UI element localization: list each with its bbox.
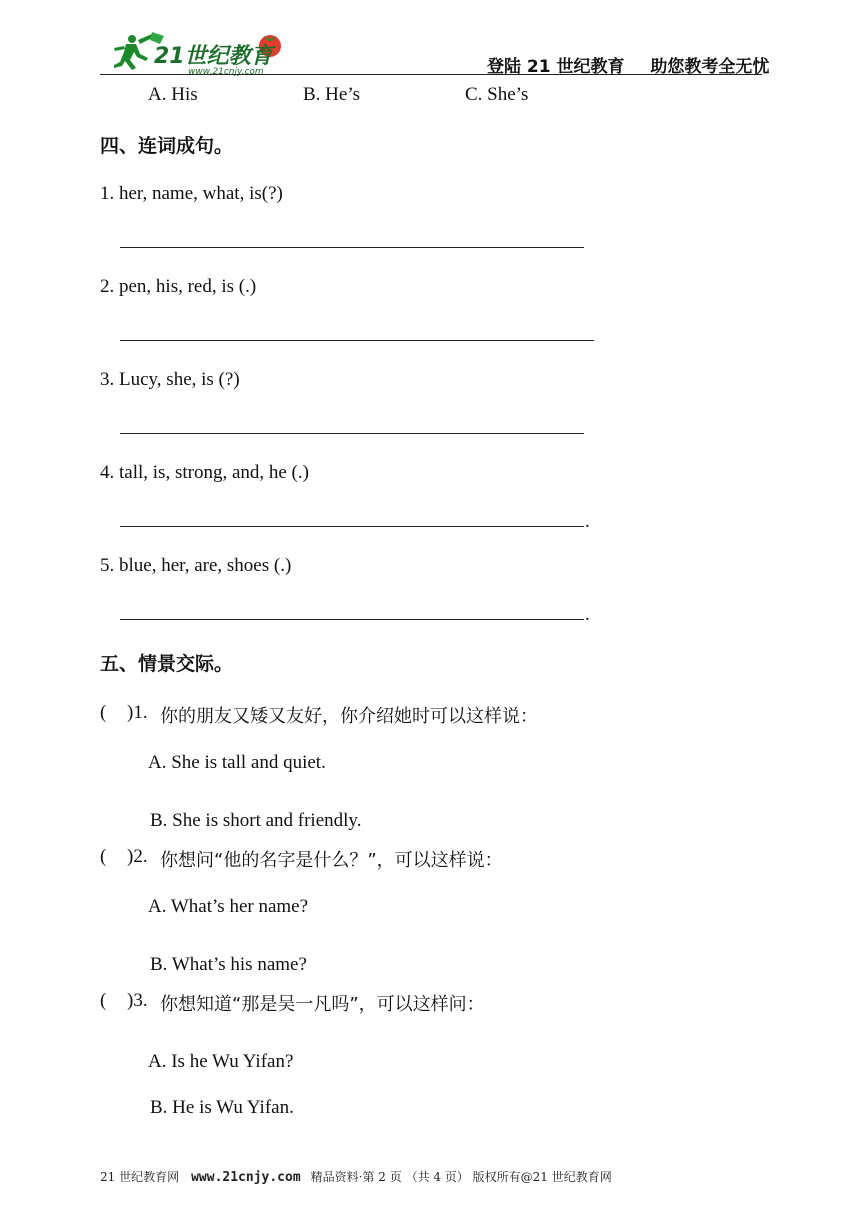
logo-url: www.21cnjy.com xyxy=(188,67,264,76)
s5-q1-paren[interactable]: ( xyxy=(100,702,107,723)
s5-q2-paren[interactable]: ( xyxy=(100,846,107,867)
slogan-right: 助您教考全无忧 xyxy=(650,57,770,77)
page-footer xyxy=(100,1168,612,1185)
s5-q3-option-b: B. He is Wu Yifan. xyxy=(150,1097,294,1118)
s5-q1-option-a: A. She is tall and quiet. xyxy=(148,752,326,773)
logo-text: 21世纪教育 xyxy=(154,44,273,69)
s4-answer-line-2[interactable] xyxy=(120,340,594,341)
s5-q1-prompt: 你的朋友又矮又友好，你介绍她时可以这样说： xyxy=(160,706,538,727)
s5-q3-option-a: A. Is he Wu Yifan? xyxy=(148,1051,294,1072)
s4-item-2: 2. pen, his, red, is (.) xyxy=(100,276,257,297)
s4-item-4: 4. tall, is, strong, and, he (.) xyxy=(100,462,309,483)
section5-title: 五、情景交际。 xyxy=(100,653,234,675)
s5-q1-option-b: B. She is short and friendly. xyxy=(150,810,362,831)
s5-q3-paren[interactable]: ( xyxy=(100,990,107,1011)
prev-option-b: B. He’s xyxy=(303,84,360,105)
s4-item-1: 1. her, name, what, is(?) xyxy=(100,183,283,204)
s4-answer-line-3[interactable] xyxy=(120,433,584,434)
site-logo xyxy=(108,30,288,76)
s4-answer-line-5[interactable] xyxy=(120,619,584,620)
footer-left: 21 世纪教育网 xyxy=(100,1170,180,1184)
slogan-left: 登陆 21 世纪教育 xyxy=(487,57,625,77)
s5-q2-option-b: B. What’s his name? xyxy=(150,954,307,975)
s5-q2-option-a: A. What’s her name? xyxy=(148,896,309,917)
footer-right: 精品资料·第 2 页 （共 4 页） 版权所有@21 世纪教育网 xyxy=(310,1170,612,1184)
s5-q2-prompt: 你想问“他的名字是什么？”，可以这样说： xyxy=(160,850,503,871)
s4-answer-line-4[interactable] xyxy=(120,526,584,527)
s5-q2-number: )2. xyxy=(127,846,148,867)
s4-line-end-4: . xyxy=(585,511,590,532)
header-divider xyxy=(100,74,762,75)
footer-site-link[interactable]: www.21cnjy.com xyxy=(191,1170,301,1185)
s5-q3-number: )3. xyxy=(127,990,148,1011)
prev-option-c: C. She’s xyxy=(465,84,529,105)
section4-title: 四、连词成句。 xyxy=(100,135,234,157)
s4-item-3: 3. Lucy, she, is (?) xyxy=(100,369,240,390)
s4-item-5: 5. blue, her, are, shoes (.) xyxy=(100,555,292,576)
s4-answer-line-1[interactable] xyxy=(120,247,584,248)
s5-q1-number: )1. xyxy=(127,702,148,723)
prev-option-a: A. His xyxy=(148,84,198,105)
s4-line-end-5: . xyxy=(585,604,590,625)
s5-q3-prompt: 你想知道“那是吴一凡吗”，可以这样问： xyxy=(160,994,485,1015)
